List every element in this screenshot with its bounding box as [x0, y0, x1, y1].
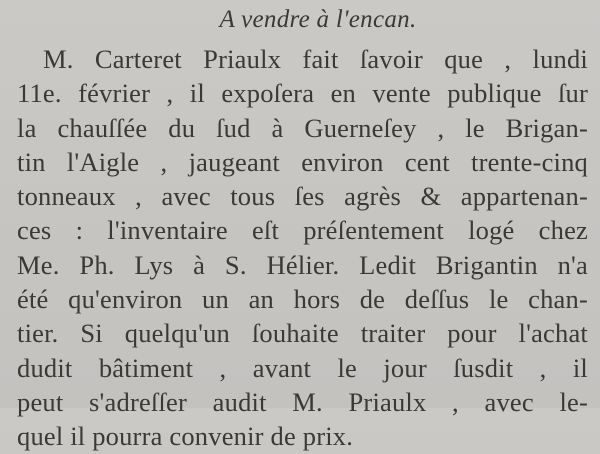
- text-line-3: la chauſſée du ſud à Guerneſey , le Brigan-: [17, 112, 588, 143]
- notice-title: A vendre à l'encan.: [219, 6, 417, 33]
- notice-body: [17, 42, 588, 454]
- text-line-4: tin l'Aigle , jaugeant environ cent trente-cinq: [17, 146, 588, 177]
- text-line-9: tier. Si quelqu'un ſouhaite traiter pour l'achat: [17, 318, 588, 349]
- text-line-2: 11e. février , il expoſera en vente publique ſur: [17, 78, 588, 109]
- text-line-10: dudit bâtiment , avant le jour ſusdit , il: [17, 352, 588, 383]
- text-line-6: ces : l'inventaire eſt préſentement logé chez: [17, 215, 588, 246]
- text-line-12: quel il pourra convenir de prix.: [17, 421, 354, 452]
- text-line-5: tonneaux , avec tous ſes agrès & appartenan-: [17, 181, 588, 212]
- text-line-7: Me. Ph. Lys à S. Hélier. Ledit Brigantin n'a: [17, 249, 588, 280]
- text-line-1: M. Carteret Priaulx fait ſavoir que , lundi: [43, 44, 588, 74]
- text-line-8: été qu'environ un an hors de deſſus le chan-: [17, 284, 588, 315]
- text-line-11: peut s'adreſſer audit M. Priaulx , avec le-: [17, 386, 588, 417]
